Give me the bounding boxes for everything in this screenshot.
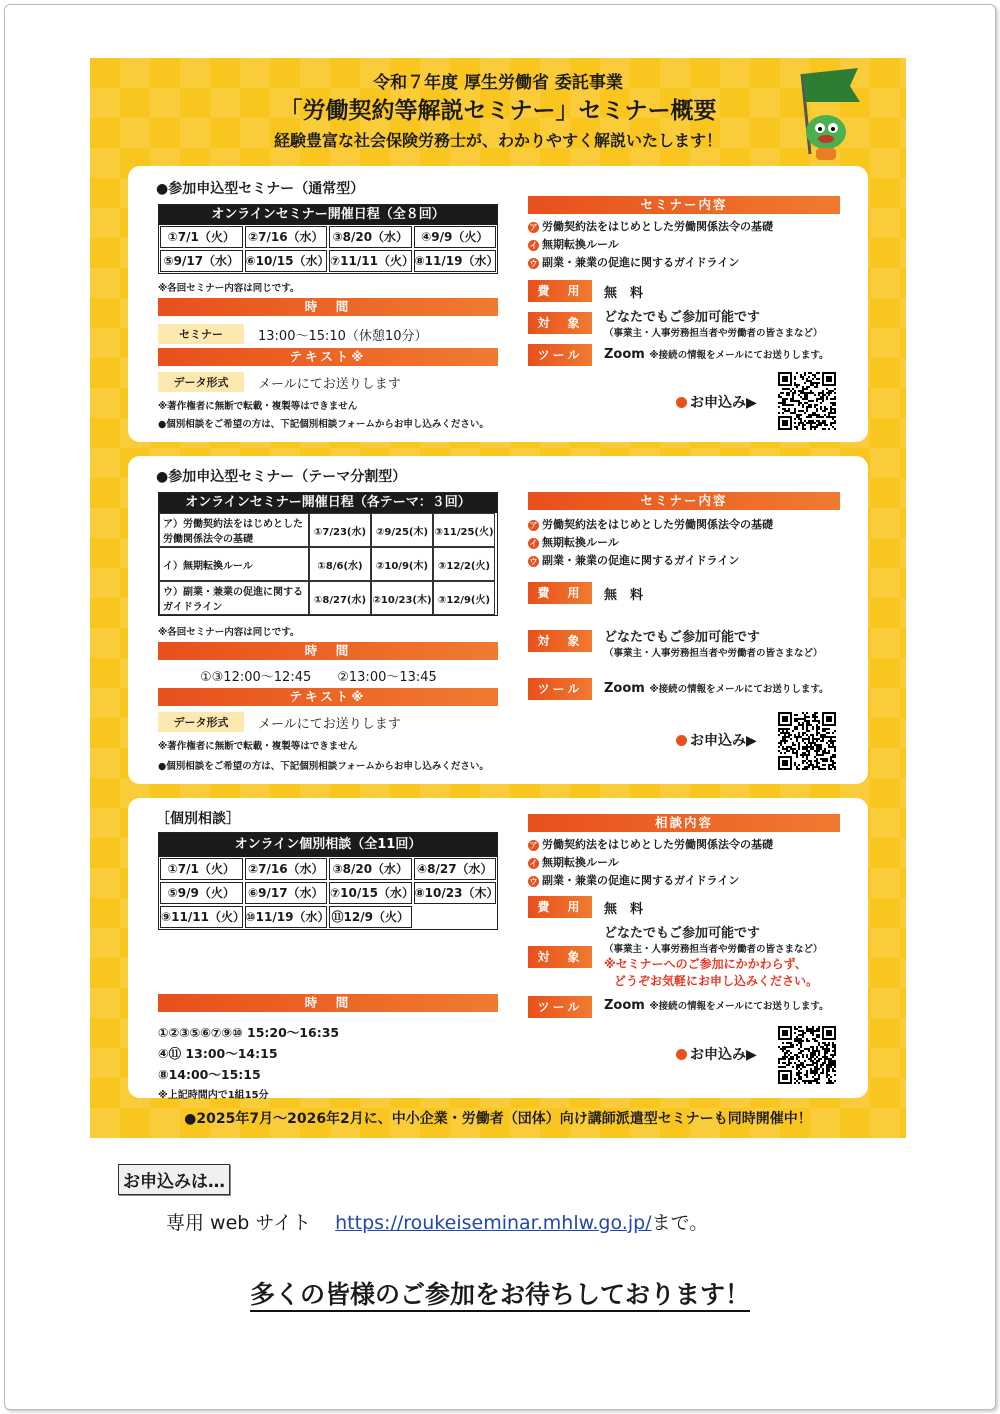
theme-cell: ア）労働契約法をはじめとした労働関係法令の基礎	[159, 513, 309, 547]
schedule-table	[158, 492, 498, 616]
time-value: ①③12:00～12:45 ②13:00～13:45	[200, 670, 437, 685]
data-value: メールにてお送りします	[258, 716, 401, 732]
card-theme-seminar	[128, 456, 868, 784]
section-title: ●参加申込型セミナー（テーマ分割型）	[156, 469, 407, 485]
time-list	[158, 1022, 339, 1106]
theme-cell: ウ）副業・兼業の促進に関するガイドライン	[159, 581, 309, 615]
date-cell: ③8/20（水）	[329, 858, 412, 880]
date-cell: ①7/1（火）	[160, 858, 243, 880]
date-cell: ②10/23(木)	[371, 581, 433, 615]
date-cell: ③12/9(火)	[433, 581, 495, 615]
date-cell: ①7/23(水)	[309, 513, 371, 547]
time-bar: 時 間	[158, 298, 498, 316]
bullet-icon: イ	[529, 240, 538, 250]
time-bar: 時 間	[158, 642, 498, 660]
bullet-icon: ア	[529, 840, 538, 850]
fee-label: 費 用	[528, 582, 592, 604]
target-label: 対 象	[528, 946, 592, 968]
date-cell: ⑪12/9（火）	[329, 906, 412, 928]
site-suffix: まで。	[651, 1212, 709, 1234]
schedule-header: オンライン個別相談（全11回）	[159, 833, 497, 857]
time-row	[158, 324, 427, 344]
date-cell: ②10/9(木)	[371, 547, 433, 581]
date-cell: ⑦10/15（水）	[329, 882, 412, 904]
date-cell: ③11/25(火)	[433, 513, 495, 547]
date-cell: ⑥10/15（水）	[245, 250, 328, 272]
time-key: セミナー	[158, 324, 244, 344]
date-cell: ①8/6(水)	[309, 547, 371, 581]
date-cell: ⑤9/17（水）	[160, 250, 243, 272]
list-item: ウ 副業・兼業の促進に関するガイドライン	[529, 256, 740, 269]
target-value: どなたでもご参加可能です （事業主・人事労務担当者や労働者の皆さまなど） ※セミナーへのご参加にかかわらず、 どうぞお気軽にお申し込みください。	[604, 926, 823, 988]
schedule-header: オンラインセミナー開催日程（各テーマ：３回）	[159, 493, 497, 513]
section-title: ［個別相談］	[156, 811, 240, 827]
header-line3: 経験豊富な社会保険労務士が、わかりやすく解説いたします！	[273, 131, 722, 150]
site-link[interactable]: https://roukeiseminar.mhlw.go.jp/	[335, 1212, 652, 1234]
target-value: どなたでもご参加可能です （事業主・人事労務担当者や労働者の皆さまなど）	[604, 310, 823, 339]
bullet-icon: ウ	[529, 258, 538, 268]
date-cell: ④9/9（火）	[414, 226, 497, 248]
fee-label: 費 用	[528, 280, 592, 302]
list-item: イ 無期転換ルール	[529, 856, 619, 869]
time-value: 13:00～15:10（休憩10分）	[258, 328, 428, 344]
footer-banner: ●2025年7月～2026年2月に、中小企業・労働者（団体）向け講師派遣型セミナーも同時開催中！	[184, 1111, 812, 1127]
note-copyright: ※著作権者に無断で転載・複製等はできません	[158, 741, 358, 752]
qr-code-icon[interactable]	[778, 712, 836, 770]
tool-value: Zoom ※接続の情報をメールにてお送りします。	[604, 347, 829, 362]
date-cell: ⑥9/17（水）	[245, 882, 328, 904]
flyer-title: 「労働契約等解説セミナー」セミナー概要	[279, 98, 717, 124]
note-same: ※各回セミナー内容は同じです。	[158, 283, 300, 294]
list-item: ア 労働契約法をはじめとした労働関係法令の基礎	[529, 518, 773, 531]
date-cell: ⑧11/19（水）	[414, 250, 497, 272]
date-cell: ④8/27（水）	[414, 858, 497, 880]
date-cell: ⑧10/23（木）	[414, 882, 497, 904]
list-item: ア 労働契約法をはじめとした労働関係法令の基礎	[529, 220, 773, 233]
list-item: イ 無期転換ルール	[529, 238, 619, 251]
qr-code-icon[interactable]	[778, 1026, 836, 1084]
target-label: 対 象	[528, 312, 592, 334]
content-list	[528, 218, 773, 272]
fee-value: 無 料	[604, 902, 644, 917]
apply-heading: お申込みは…	[118, 1164, 230, 1195]
time-bar: 時 間	[158, 994, 498, 1012]
date-cell: ⑨11/11（火）	[160, 906, 243, 928]
data-row	[158, 372, 401, 392]
tool-label: ツール	[528, 996, 592, 1018]
list-item: イ 無期転換ルール	[529, 536, 619, 549]
bullet-icon: ウ	[529, 876, 538, 886]
fee-value: 無 料	[604, 286, 644, 301]
seminar-flyer	[90, 58, 906, 1138]
target-note-red: ※セミナーへのご参加にかかわらず、	[604, 957, 807, 971]
tool-label: ツール	[528, 678, 592, 700]
list-item: ④⑪ 13:00～14:15	[158, 1046, 278, 1061]
note-consult: ●個別相談をご希望の方は、下記個別相談フォームからお申し込みください。	[158, 419, 489, 430]
date-cell: ③8/20（水）	[329, 226, 412, 248]
content-bar: セミナー内容	[528, 492, 840, 510]
schedule-header: オンラインセミナー開催日程（全８回）	[159, 205, 497, 225]
bullet-icon: ア	[529, 222, 538, 232]
data-key: データ形式	[158, 712, 244, 732]
list-item: ⑧14:00～15:15	[158, 1067, 261, 1082]
apply-link[interactable]: お申込み▶	[676, 1044, 757, 1064]
list-item: ①②③⑤⑥⑦⑨⑩ 15:20～16:35	[158, 1025, 340, 1040]
data-row	[158, 712, 401, 732]
note-consult: ●個別相談をご希望の方は、下記個別相談フォームからお申し込みください。	[158, 761, 489, 772]
target-sub: （事業主・人事労務担当者や労働者の皆さまなど）	[604, 944, 823, 955]
bullet-icon: イ	[529, 858, 538, 868]
apply-link[interactable]: お申込み▶	[676, 730, 757, 750]
target-label: 対 象	[528, 630, 592, 652]
schedule-table	[158, 832, 498, 930]
date-cell: ①7/1（火）	[160, 226, 243, 248]
tool-value: Zoom ※接続の情報をメールにてお送りします。	[604, 681, 829, 696]
card-regular-seminar	[128, 166, 868, 442]
site-prefix: 専用 web サイト	[166, 1212, 312, 1234]
list-item: ア 労働契約法をはじめとした労働関係法令の基礎	[529, 838, 773, 851]
bullet-icon: ウ	[529, 556, 538, 566]
date-cell: ⑦11/11（火）	[329, 250, 412, 272]
date-cell: ②9/25(木)	[371, 513, 433, 547]
content-list	[528, 516, 773, 570]
consult-bar: 相談内容	[528, 814, 840, 832]
site-line	[166, 1208, 708, 1235]
date-cell: ②7/16（水）	[245, 226, 328, 248]
theme-cell: イ）無期転換ルール	[159, 547, 309, 581]
text-bar: テキスト※	[158, 688, 498, 706]
list-item: ※上記時間内で1組15分	[158, 1090, 269, 1101]
target-value: どなたでもご参加可能です （事業主・人事労務担当者や労働者の皆さまなど）	[604, 630, 823, 659]
fee-value: 無 料	[604, 588, 644, 603]
note-same: ※各回セミナー内容は同じです。	[158, 627, 300, 638]
target-sub: （事業主・人事労務担当者や労働者の皆さまなど）	[604, 648, 823, 659]
content-bar: セミナー内容	[528, 196, 840, 214]
list-item: ウ 副業・兼業の促進に関するガイドライン	[529, 874, 740, 887]
date-cell: ⑤9/9（火）	[160, 882, 243, 904]
tool-label: ツール	[528, 344, 592, 366]
note-copyright: ※著作権者に無断で転載・複製等はできません	[158, 401, 358, 412]
date-cell: ①8/27(水)	[309, 581, 371, 615]
content-list	[528, 836, 773, 890]
apply-link[interactable]: お申込み▶	[676, 392, 757, 412]
data-value: メールにてお送りします	[258, 376, 401, 392]
header-line1: 令和７年度 厚生労働省 委託事業	[373, 73, 623, 93]
bullet-icon: ア	[529, 520, 538, 530]
target-sub: （事業主・人事労務担当者や労働者の皆さまなど）	[604, 328, 823, 339]
section-title: ●参加申込型セミナー（通常型）	[156, 181, 365, 197]
card-individual-consult	[128, 798, 868, 1101]
qr-code-icon[interactable]	[778, 372, 836, 430]
date-cell: ③12/2(火)	[433, 547, 495, 581]
fee-label: 費 用	[528, 896, 592, 918]
data-key: データ形式	[158, 372, 244, 392]
date-cell: ⑩11/19（水）	[245, 906, 328, 928]
bullet-icon: イ	[529, 538, 538, 548]
tool-value: Zoom ※接続の情報をメールにてお送りします。	[604, 998, 829, 1013]
schedule-table	[158, 204, 498, 274]
list-item: ウ 副業・兼業の促進に関するガイドライン	[529, 554, 740, 567]
mascot-flag-icon	[780, 64, 870, 164]
target-note-red: どうぞお気軽にお申し込みください。	[614, 974, 819, 988]
text-bar: テキスト※	[158, 348, 498, 366]
closing-message: 多くの皆様のご参加をお待ちしております！	[0, 1275, 1000, 1311]
date-cell: ②7/16（水）	[245, 858, 328, 880]
